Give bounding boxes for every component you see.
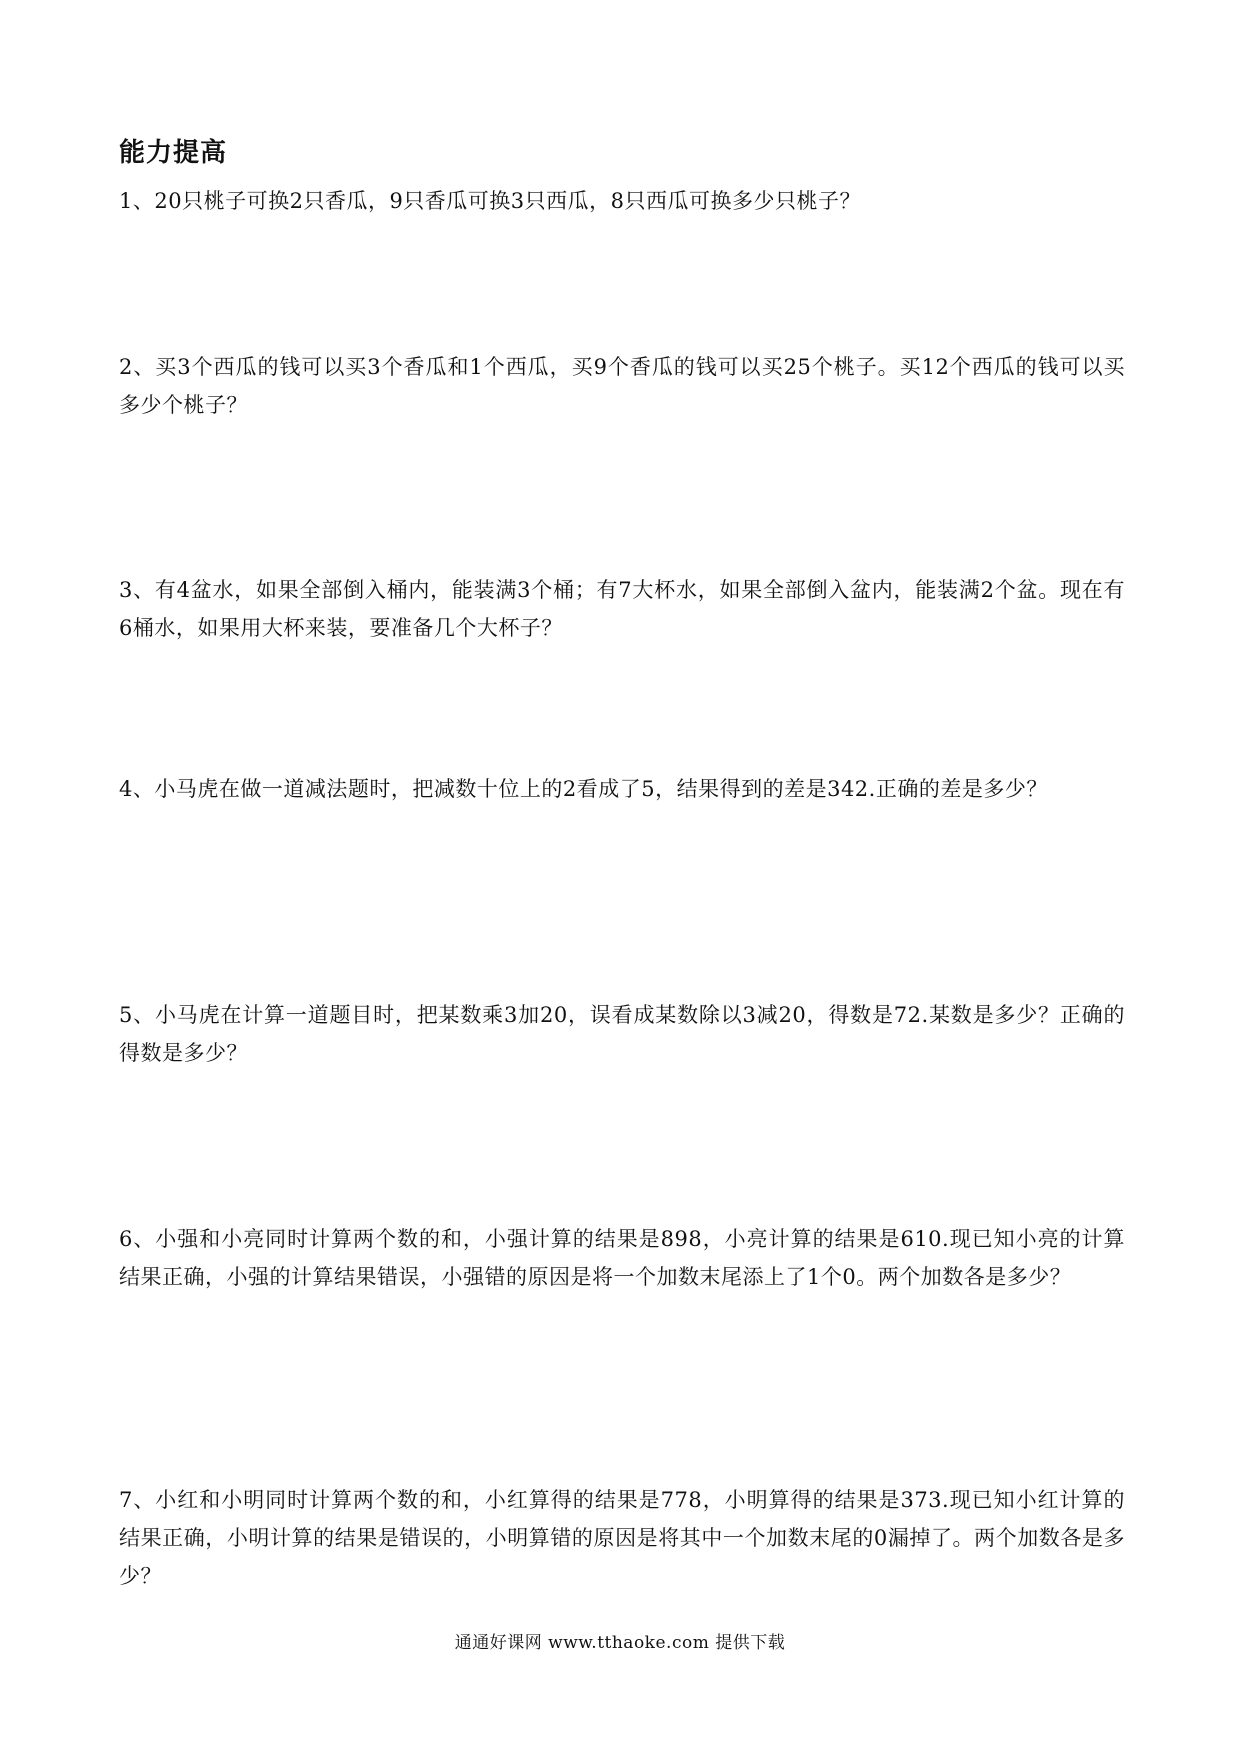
question-7: 7、小红和小明同时计算两个数的和，小红算得的结果是778，小明算得的结果是373.现已知小红计算的结果正确，小明计算的结果是错误的，小明算错的原因是将其中一个加数末尾的0漏掉了。两个加数各是多少？	[119, 1488, 1125, 1588]
section-title: 能力提高	[119, 138, 228, 168]
question-2: 2、买3个西瓜的钱可以买3个香瓜和1个西瓜，买9个香瓜的钱可以买25个桃子。买12个西瓜的钱可以买多少个桃子？	[119, 355, 1125, 417]
question-3: 3、有4盆水，如果全部倒入桶内，能装满3个桶；有7大杯水，如果全部倒入盆内，能装满2个盆。现在有6桶水，如果用大杯来装，要准备几个大杯子？	[119, 578, 1125, 640]
question-4: 4、小马虎在做一道减法题时，把减数十位上的2看成了5，结果得到的差是342.正确的差是多少？	[119, 777, 1048, 801]
question-6: 6、小强和小亮同时计算两个数的和，小强计算的结果是898，小亮计算的结果是610.现已知小亮的计算结果正确，小强的计算结果错误，小强错的原因是将一个加数末尾添上了1个0。两个加数各是多少？	[119, 1227, 1125, 1289]
question-1: 1、20只桃子可换2只香瓜，9只香瓜可换3只西瓜，8只西瓜可换多少只桃子？	[119, 189, 862, 213]
question-5: 5、小马虎在计算一道题目时，把某数乘3加20，误看成某数除以3减20，得数是72.某数是多少？正确的得数是多少？	[119, 1003, 1125, 1065]
page-footer: 通通好课网 www.tthaoke.com 提供下载	[454, 1633, 786, 1653]
